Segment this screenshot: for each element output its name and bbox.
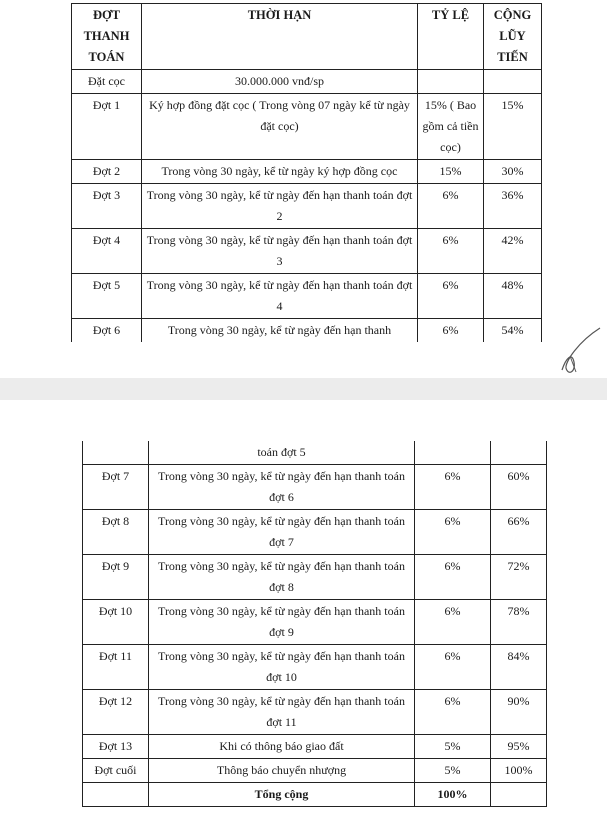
header-thoi-han: THỜI HẠN <box>142 4 418 70</box>
installment-cumulative: 48% <box>484 274 542 319</box>
table-row <box>83 690 547 735</box>
deposit-label: Đặt cọc <box>72 70 142 94</box>
installment-term: Trong vòng 30 ngày, kể từ ngày đến hạn thanh toán đợt 8 <box>149 555 415 600</box>
table-row <box>83 735 547 759</box>
installment-rate: 6% <box>418 274 484 319</box>
installment-cumulative: 60% <box>491 465 547 510</box>
total-rate: 100% <box>415 783 491 807</box>
table-row <box>72 319 542 343</box>
installment-cumulative: 36% <box>484 184 542 229</box>
installment-label: Đợt 13 <box>83 735 149 759</box>
installment-cumulative: 66% <box>491 510 547 555</box>
installment-rate: 6% <box>418 229 484 274</box>
installment-cumulative: 72% <box>491 555 547 600</box>
table-row <box>83 510 547 555</box>
installment-cumulative: 100% <box>491 759 547 783</box>
table-row <box>83 600 547 645</box>
deposit-row <box>72 70 542 94</box>
installment-rate: 6% <box>415 510 491 555</box>
installment-rate: 6% <box>415 645 491 690</box>
installment-label: Đợt 10 <box>83 600 149 645</box>
installment-label: Đợt 4 <box>72 229 142 274</box>
continuation-row <box>83 441 547 465</box>
installment-cumulative: 15% <box>484 94 542 160</box>
installment-rate: 15% <box>418 160 484 184</box>
installment-term: Trong vòng 30 ngày, kể từ ngày đến hạn thanh toán đợt 4 <box>142 274 418 319</box>
installment-term: Ký hợp đồng đặt cọc ( Trong vòng 07 ngày kể từ ngày đặt cọc) <box>142 94 418 160</box>
installment-rate: 6% <box>415 690 491 735</box>
installment-cumulative: 95% <box>491 735 547 759</box>
document-page-1 <box>0 0 607 378</box>
table-row <box>72 94 542 160</box>
installment-cumulative: 54% <box>484 319 542 343</box>
installment-term: Khi có thông báo giao đất <box>149 735 415 759</box>
table-row <box>83 465 547 510</box>
table-row <box>72 229 542 274</box>
installment-label: Đợt 6 <box>72 319 142 343</box>
installment-rate: 5% <box>415 759 491 783</box>
installment-term: Trong vòng 30 ngày, kể từ ngày đến hạn thanh toán đợt 9 <box>149 600 415 645</box>
header-ty-le: TỶ LỆ <box>418 4 484 70</box>
installment-term: Trong vòng 30 ngày, kể từ ngày đến hạn thanh toán đợt 2 <box>142 184 418 229</box>
installment-term: Trong vòng 30 ngày, kể từ ngày đến hạn thanh toán đợt 10 <box>149 645 415 690</box>
installment-cumulative: 42% <box>484 229 542 274</box>
deposit-value: 30.000.000 vnđ/sp <box>142 70 418 94</box>
table-row <box>72 160 542 184</box>
installment-term: Trong vòng 30 ngày, kể từ ngày đến hạn thanh toán đợt 6 <box>149 465 415 510</box>
table-row <box>72 184 542 229</box>
installment-label: Đợt 9 <box>83 555 149 600</box>
table-row <box>72 274 542 319</box>
installment-label: Đợt 12 <box>83 690 149 735</box>
installment-label: Đợt 1 <box>72 94 142 160</box>
installment-rate: 6% <box>415 465 491 510</box>
installment-label: Đợt 8 <box>83 510 149 555</box>
payment-schedule-table-part-1 <box>71 3 542 342</box>
table-row <box>83 759 547 783</box>
table-row <box>83 645 547 690</box>
header-cong-luy-tien: CỘNG LŨY TIẾN <box>484 4 542 70</box>
installment-rate: 6% <box>418 319 484 343</box>
signature-mark <box>556 322 604 378</box>
installment-cumulative: 30% <box>484 160 542 184</box>
installment-rate: 15% ( Bao gồm cả tiền cọc) <box>418 94 484 160</box>
installment-rate: 6% <box>418 184 484 229</box>
header-row <box>72 4 542 70</box>
total-row <box>83 783 547 807</box>
total-label: Tổng cộng <box>149 783 415 807</box>
installment-term: Thông báo chuyển nhượng <box>149 759 415 783</box>
installment-label: Đợt 7 <box>83 465 149 510</box>
header-dot: ĐỢT THANH TOÁN <box>72 4 142 70</box>
installment-rate: 6% <box>415 555 491 600</box>
payment-schedule-table-part-2 <box>82 441 547 807</box>
installment-label: Đợt cuối <box>83 759 149 783</box>
continuation-text: toán đợt 5 <box>149 441 415 465</box>
installment-term: Trong vòng 30 ngày, kể từ ngày đến hạn thanh toán đợt 7 <box>149 510 415 555</box>
table-row <box>83 555 547 600</box>
installment-rate: 5% <box>415 735 491 759</box>
installment-label: Đợt 5 <box>72 274 142 319</box>
installment-term: Trong vòng 30 ngày, kể từ ngày đến hạn thanh toán đợt 3 <box>142 229 418 274</box>
installment-label: Đợt 2 <box>72 160 142 184</box>
installment-cumulative: 90% <box>491 690 547 735</box>
installment-cumulative: 84% <box>491 645 547 690</box>
page-gap <box>0 378 607 400</box>
installment-label: Đợt 3 <box>72 184 142 229</box>
installment-cumulative: 78% <box>491 600 547 645</box>
installment-term: Trong vòng 30 ngày, kể từ ngày đến hạn thanh <box>142 319 418 343</box>
installment-term: Trong vòng 30 ngày, kể từ ngày đến hạn thanh toán đợt 11 <box>149 690 415 735</box>
installment-term: Trong vòng 30 ngày, kể từ ngày ký hợp đồng cọc <box>142 160 418 184</box>
installment-rate: 6% <box>415 600 491 645</box>
installment-label: Đợt 11 <box>83 645 149 690</box>
